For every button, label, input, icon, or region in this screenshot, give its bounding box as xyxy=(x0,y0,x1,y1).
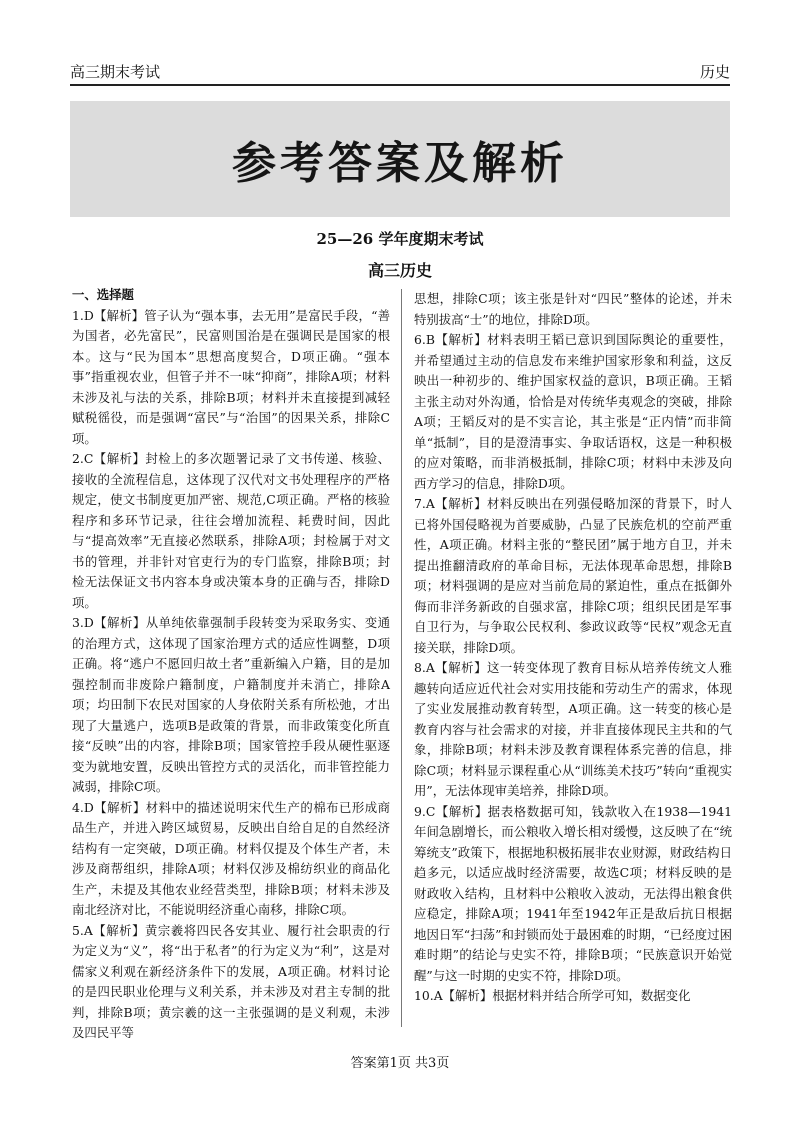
right-column xyxy=(414,289,732,1034)
left-column xyxy=(72,285,390,1040)
header-subject: 历史 xyxy=(699,63,730,81)
answer-paragraph: 4.D【解析】材料中的描述说明宋代生产的棉布已形成商品生产，并进入跨区域贸易，反映出自给自足的自然经济结构有一定突破，D项正确。材料仅提及个体生产者，未涉及商帮组织，排除A项；材料仅涉及棉纺织业的商品化生产，未提及其他农业经营类型，排除B项；材料未涉及南北经济对比，不能说明经济重心南移，排除C项。 xyxy=(72,799,390,917)
answer-paragraph: 5.A【解析】黄宗羲将四民各安其业、履行社会职责的行为定义为“义”，将“出于私者”的行为定义为“利”，这是对儒家义利观在新经济条件下的发展，A项正确。材料讨论的是四民职业伦理与义利关系，并未涉及对君主专制的批判，排除B项；黄宗羲的这一主张强调的是义利观，未涉及四民平等 xyxy=(72,922,390,1040)
title-banner xyxy=(70,101,730,217)
exam-subtitle: 25—26 学年度期末考试 xyxy=(316,230,484,248)
page-header xyxy=(70,58,730,86)
answer-paragraph: 2.C【解析】封检上的多次题署记录了文书传递、核验、接收的全流程信息，这体现了汉代对文书处理程序的严格规定，使文书制度更加严密、规范,C项正确。严格的核验程序和多环节记录，往往会增加流程、耗费时间，因此与“提高效率”无直接必然联系，排除A项；封检属于对文书的管理，并非针对官吏行为的专门监察，排除B项；封检无法保证文书内容本身或决策本身的正确与否，排除D项。 xyxy=(72,451,390,610)
page-footer: 答案第1页 共3页 xyxy=(350,1056,450,1071)
answer-paragraph: 1.D【解析】管子认为“强本事，去无用”是富民手段，“善为国者，必先富民”，民富则国治是在强调民是国家的根本。这与“民为国本”思想高度契合，D项正确。“强本事”指重视农业，但管子并不一味“抑商”，排除A项；材料未涉及礼与法的关系，排除B项；材料并未直接提到减轻赋税徭役，而是强调“富民”与“治国”的因果关系，排除C项。 xyxy=(72,307,390,446)
answer-paragraph: 10.A【解析】根据材料并结合所学可知，数据变化 xyxy=(414,988,691,1003)
answer-paragraph: 8.A【解析】这一转变体现了教育目标从培养传统文人雅趣转向适应近代社会对实用技能和劳动生产的需求，体现了实业发展推动教育转型，A项正确。这一转变的核心是教育内容与社会需求的对接，并非直接体现民主共和的气象，排除B项；材料未涉及教育课程体系完善的信息，排除C项；材料显示课程重心从“训练美术技巧”转向“重视实用”，无法体现审美培养，排除D项。 xyxy=(414,660,732,798)
answer-paragraph: 6.B【解析】材料表明王韬已意识到国际舆论的重要性，并希望通过主动的信息发布来维护国家形象和利益，这反映出一种初步的、维护国家权益的意识，B项正确。王韬主张主动对外沟通，恰恰是对传统华夷观念的突破，排除A项；王韬反对的是不实言论，其主张是“正内情”而非简单“抵制”，目的是澄清事实、争取话语权，这是一种积极的应对策略，而非消极抵制，排除C项；材料中未涉及向西方学习的信息，排除D项。 xyxy=(414,332,732,491)
answer-paragraph: 3.D【解析】从单纯依靠强制手段转变为采取务实、变通的治理方式，这体现了国家治理方式的适应性调整，D项正确。将“逃户不愿回归故土者”重新编入户籍，目的是加强控制而非废除户籍制度，户籍制度并未消亡，排除A项；均田制下农民对国家的人身依附关系有所松弛，才出现了大量逃户，选项B是政策的背景，而非政策变化所直接“反映”出的内容，排除B项；国家管控手段从硬性驱逐变为就地安置，反映出管控方式的灵活化，而非管控能力减弱，排除C项。 xyxy=(72,615,390,794)
page-title: 参考答案及解析 xyxy=(232,138,568,189)
answer-paragraph: 9.C【解析】据表格数据可知，钱款收入在1938—1941年间急剧增长，而公粮收入增长相对缓慢，这反映了在“统筹统支”政策下，根据地积极拓展非农业财源，财政结构日趋多元，以适应战时经济需要，故选C项；材料反映的是财政收入结构，且材料中公粮收入波动，无法得出粮食供应稳定，排除A项；1941年至1942年正是敌后抗日根据地因日军“扫荡”和封锁而处于最困难的时期，“已经度过困难时期”的结论与史实不符，排除B项；“民族意识开始觉醒”与这一时期的史实不符，排除D项。 xyxy=(414,803,732,983)
grade-subject-title: 高三历史 xyxy=(367,261,432,280)
column-divider xyxy=(401,289,402,1027)
section-heading: 一、选择题 xyxy=(72,287,134,302)
answer-paragraph: 思想，排除C项；该主张是针对“四民”整体的论述，并未特别拔高“士”的地位，排除D项。 xyxy=(414,291,732,327)
answer-paragraph: 7.A【解析】材料反映出在列强侵略加深的背景下，时人已将外国侵略视为首要威胁，凸显了民族危机的空前严重性，A项正确。材料主张的“整民团”属于地方自卫，并未提出推翻清政府的革命目标，无法体现革命思想，排除B项；材料强调的是应对当前危局的紧迫性，重点在抵御外侮而非洋务新政的自强求富，排除C项；组织民团是军事自卫行为，与争取公民权利、参政议政等“民权”观念无直接关联，排除D项。 xyxy=(414,496,732,655)
header-exam-name: 高三期末考试 xyxy=(70,63,161,81)
